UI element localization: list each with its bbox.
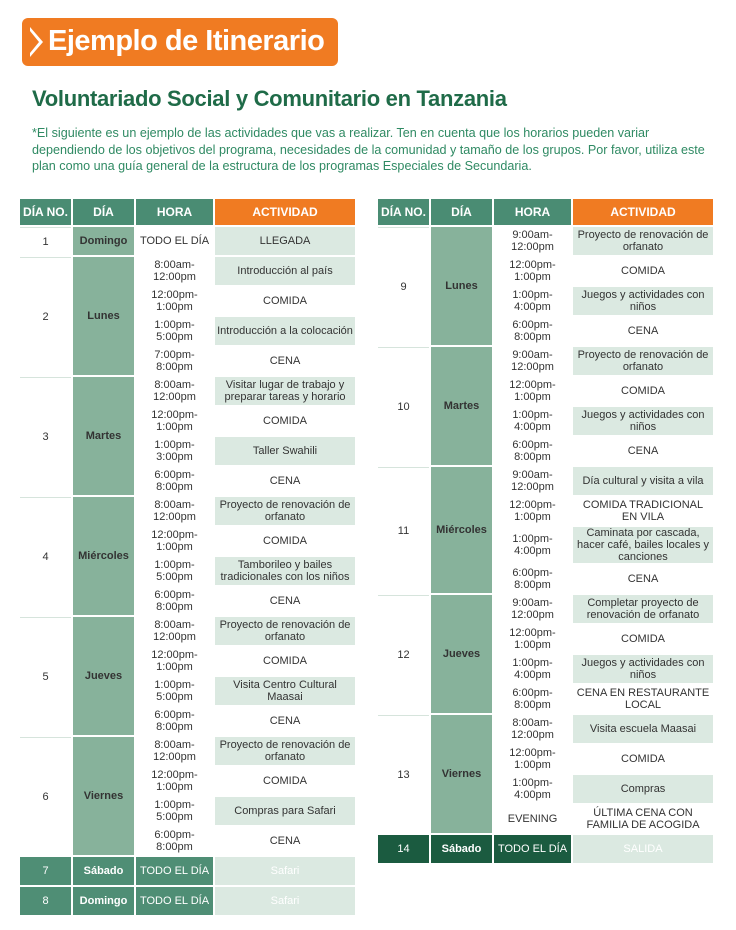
day-number: 3	[20, 377, 71, 495]
day-number: 5	[20, 617, 71, 735]
day-name: Domingo	[73, 227, 134, 255]
time-cell: 12:00pm-1:00pm	[494, 745, 571, 773]
time-cell: 12:00pm-1:00pm	[494, 257, 571, 285]
time-cell: 12:00pm-1:00pm	[494, 625, 571, 653]
time-cell: 1:00pm-4:00pm	[494, 527, 571, 563]
intro-note: *El siguiente es un ejemplo de las actividades que vas a realizar. Ten en cuenta que los horarios pueden variar dependiendo de los objetivos del programa, necesidades de la comunidad y tamaño de los grupos. Por favor, utiliza este plan como una guía general de la estructura de los programas Especiales de Secundaria.	[32, 126, 705, 173]
day-number: 11	[378, 467, 429, 593]
col-hora: HORA	[136, 199, 213, 225]
activity-cell: Tamborileo y bailes tradicionales con los niños	[215, 557, 355, 585]
activity-cell: COMIDA	[215, 527, 355, 555]
time-cell: 6:00pm-8:00pm	[494, 685, 571, 713]
day-name: Miércoles	[431, 467, 492, 593]
time-cell: EVENING	[494, 805, 571, 833]
activity-cell: Caminata por cascada, hacer café, bailes locales y canciones	[573, 527, 713, 563]
time-cell: 9:00am-12:00pm	[494, 347, 571, 375]
activity-cell: Juegos y actividades con niños	[573, 655, 713, 683]
activity-cell: Proyecto de renovación de orfanato	[573, 347, 713, 375]
time-cell: 8:00am-12:00pm	[136, 737, 213, 765]
table-row	[20, 737, 355, 765]
time-cell: 9:00am-12:00pm	[494, 227, 571, 255]
itinerary-table-right	[376, 197, 715, 865]
activity-cell: COMIDA	[215, 767, 355, 795]
activity-cell: Safari	[215, 887, 355, 915]
table-row	[20, 497, 355, 525]
time-cell: 6:00pm-8:00pm	[136, 827, 213, 855]
time-cell: 9:00am-12:00pm	[494, 467, 571, 495]
activity-cell: Juegos y actividades con niños	[573, 407, 713, 435]
day-number: 4	[20, 497, 71, 615]
activity-cell: CENA	[215, 467, 355, 495]
activity-cell: CENA	[573, 565, 713, 593]
itinerary-table-left	[18, 197, 357, 917]
time-cell: 12:00pm-1:00pm	[136, 527, 213, 555]
day-number: 13	[378, 715, 429, 833]
time-cell: 12:00pm-1:00pm	[136, 287, 213, 315]
col-dia: DÍA	[431, 199, 492, 225]
day-name: Domingo	[73, 887, 134, 915]
time-cell: 8:00am-12:00pm	[136, 257, 213, 285]
time-cell: 6:00pm-8:00pm	[136, 467, 213, 495]
day-number: 10	[378, 347, 429, 465]
activity-cell: COMIDA	[573, 377, 713, 405]
activity-cell: Juegos y actividades con niños	[573, 287, 713, 315]
time-cell: 1:00pm-5:00pm	[136, 797, 213, 825]
activity-cell: COMIDA	[215, 287, 355, 315]
time-cell: 8:00am-12:00pm	[136, 377, 213, 405]
activity-cell: Visita Centro Cultural Maasai	[215, 677, 355, 705]
day-name: Lunes	[73, 257, 134, 375]
activity-cell: Día cultural y visita a vila	[573, 467, 713, 495]
banner-title: Ejemplo de Itinerario	[48, 25, 325, 57]
activity-cell: CENA	[573, 437, 713, 465]
col-dia: DÍA	[73, 199, 134, 225]
col-actividad: ACTIVIDAD	[573, 199, 713, 225]
activity-cell: Proyecto de renovación de orfanato	[215, 737, 355, 765]
time-cell: TODO EL DÍA	[136, 227, 213, 255]
activity-cell: COMIDA	[215, 407, 355, 435]
table-row	[20, 617, 355, 645]
col-hora: HORA	[494, 199, 571, 225]
activity-cell: ÚLTIMA CENA CON FAMILIA DE ACOGIDA	[573, 805, 713, 833]
day-number: 8	[20, 887, 71, 915]
col-dia-no: DÍA NO.	[378, 199, 429, 225]
day-number: 2	[20, 257, 71, 375]
time-cell: 1:00pm-4:00pm	[494, 775, 571, 803]
time-cell: 1:00pm-4:00pm	[494, 287, 571, 315]
time-cell: 12:00pm-1:00pm	[136, 647, 213, 675]
day-number: 7	[20, 857, 71, 885]
activity-cell: Introducción a la colocación	[215, 317, 355, 345]
activity-cell: CENA	[215, 587, 355, 615]
day-name: Martes	[431, 347, 492, 465]
activity-cell: SALIDA	[573, 835, 713, 863]
activity-cell: Completar proyecto de renovación de orfanato	[573, 595, 713, 623]
page-subtitle: Voluntariado Social y Comunitario en Tanzania	[32, 86, 507, 111]
time-cell: 12:00pm-1:00pm	[136, 767, 213, 795]
time-cell: 9:00am-12:00pm	[494, 595, 571, 623]
time-cell: 6:00pm-8:00pm	[136, 587, 213, 615]
day-name: Viernes	[431, 715, 492, 833]
table-row	[378, 715, 713, 743]
activity-cell: Compras para Safari	[215, 797, 355, 825]
time-cell: 12:00pm-1:00pm	[494, 377, 571, 405]
table-row	[378, 467, 713, 495]
day-number: 12	[378, 595, 429, 713]
table-row	[378, 227, 713, 255]
time-cell: 8:00am-12:00pm	[136, 497, 213, 525]
time-cell: 12:00pm-1:00pm	[494, 497, 571, 525]
day-name: Sábado	[73, 857, 134, 885]
day-name: Lunes	[431, 227, 492, 345]
activity-cell: CENA EN RESTAURANTE LOCAL	[573, 685, 713, 713]
activity-cell: LLEGADA	[215, 227, 355, 255]
activity-cell: CENA	[215, 707, 355, 735]
title-banner	[22, 18, 338, 66]
table-row	[378, 595, 713, 623]
activity-cell: Taller Swahili	[215, 437, 355, 465]
time-cell: TODO EL DÍA	[136, 857, 213, 885]
activity-cell: CENA	[215, 347, 355, 375]
time-cell: TODO EL DÍA	[136, 887, 213, 915]
time-cell: 6:00pm-8:00pm	[136, 707, 213, 735]
time-cell: 6:00pm-8:00pm	[494, 565, 571, 593]
day-name: Miércoles	[73, 497, 134, 615]
activity-cell: Proyecto de renovación de orfanato	[215, 617, 355, 645]
table-row	[378, 835, 713, 863]
table-row	[20, 857, 355, 885]
time-cell: 8:00am-12:00pm	[136, 617, 213, 645]
time-cell: 1:00pm-4:00pm	[494, 655, 571, 683]
time-cell: 1:00pm-5:00pm	[136, 677, 213, 705]
day-name: Jueves	[431, 595, 492, 713]
time-cell: TODO EL DÍA	[494, 835, 571, 863]
activity-cell: Compras	[573, 775, 713, 803]
day-number: 1	[20, 227, 71, 255]
time-cell: 1:00pm-5:00pm	[136, 317, 213, 345]
table-row	[20, 227, 355, 255]
time-cell: 7:00pm-8:00pm	[136, 347, 213, 375]
time-cell: 6:00pm-8:00pm	[494, 437, 571, 465]
col-actividad: ACTIVIDAD	[215, 199, 355, 225]
day-number: 6	[20, 737, 71, 855]
activity-cell: COMIDA	[573, 257, 713, 285]
activity-cell: CENA	[573, 317, 713, 345]
activity-cell: Proyecto de renovación de orfanato	[573, 227, 713, 255]
activity-cell: COMIDA	[573, 745, 713, 773]
activity-cell: CENA	[215, 827, 355, 855]
table-row	[20, 887, 355, 915]
activity-cell: Safari	[215, 857, 355, 885]
day-name: Jueves	[73, 617, 134, 735]
day-name: Martes	[73, 377, 134, 495]
activity-cell: Visita escuela Maasai	[573, 715, 713, 743]
activity-cell: Introducción al país	[215, 257, 355, 285]
time-cell: 8:00am-12:00pm	[494, 715, 571, 743]
time-cell: 1:00pm-4:00pm	[494, 407, 571, 435]
activity-cell: COMIDA	[215, 647, 355, 675]
day-name: Sábado	[431, 835, 492, 863]
table-row	[20, 257, 355, 285]
day-name: Viernes	[73, 737, 134, 855]
table-row	[20, 377, 355, 405]
activity-cell: COMIDA TRADICIONAL EN VILA	[573, 497, 713, 525]
time-cell: 1:00pm-3:00pm	[136, 437, 213, 465]
day-number: 14	[378, 835, 429, 863]
time-cell: 12:00pm-1:00pm	[136, 407, 213, 435]
activity-cell: Proyecto de renovación de orfanato	[215, 497, 355, 525]
table-row	[378, 347, 713, 375]
activity-cell: COMIDA	[573, 625, 713, 653]
day-number: 9	[378, 227, 429, 345]
time-cell: 6:00pm-8:00pm	[494, 317, 571, 345]
time-cell: 1:00pm-5:00pm	[136, 557, 213, 585]
activity-cell: Visitar lugar de trabajo y preparar tareas y horario	[215, 377, 355, 405]
col-dia-no: DÍA NO.	[20, 199, 71, 225]
